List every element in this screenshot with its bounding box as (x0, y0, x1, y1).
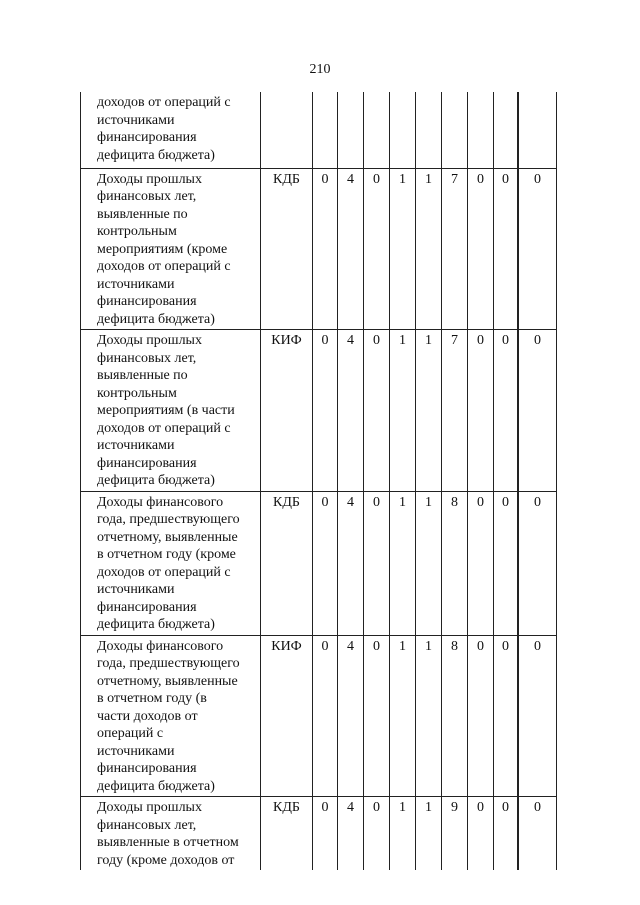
row-name-cell (81, 491, 261, 635)
row-digit-cell: 0 (468, 635, 494, 797)
table-row (81, 168, 557, 330)
row-name-cell (81, 168, 261, 330)
row-digit-cell: 0 (519, 635, 557, 797)
row-digit-cell: 0 (494, 491, 518, 635)
row-digit-cell: 0 (519, 797, 557, 871)
row-code-cell (261, 92, 313, 168)
row-digit-cell: 1 (416, 330, 442, 492)
row-digit-cell: 1 (390, 797, 416, 871)
row-name-text: Доходы финансового года, предшествующего отчетному, выявленные в отчетном году (кроме доходов от операций с источниками финансирования дефицита бюджета) (97, 494, 240, 632)
table-row (81, 797, 557, 871)
row-digit-cell: 0 (519, 330, 557, 492)
row-name-text: Доходы прошлых финансовых лет, выявленные по контрольным мероприятиям (в части доходов от операций с источниками финансирования дефицита бюджета) (97, 333, 235, 488)
row-digit-cell: 0 (468, 491, 494, 635)
row-digit-cell: 0 (364, 635, 390, 797)
row-digit-cell: 0 (364, 168, 390, 330)
row-digit-cell: 1 (390, 491, 416, 635)
row-code-cell: КИФ (261, 635, 313, 797)
row-digit-cell (494, 92, 518, 168)
row-digit-cell: 0 (494, 797, 518, 871)
row-digit-cell (519, 92, 557, 168)
row-code-cell: КДБ (261, 168, 313, 330)
table-row (81, 92, 557, 168)
table-row (81, 635, 557, 797)
row-digit-cell: 4 (338, 491, 364, 635)
row-digit-cell: 9 (442, 797, 468, 871)
row-digit-cell: 0 (313, 168, 338, 330)
row-digit-cell: 0 (468, 797, 494, 871)
row-digit-cell: 1 (390, 635, 416, 797)
row-name-cell (81, 92, 261, 168)
row-code-cell: КИФ (261, 330, 313, 492)
row-digit-cell (338, 92, 364, 168)
row-digit-cell: 0 (494, 635, 518, 797)
row-digit-cell: 0 (468, 168, 494, 330)
row-name-text: доходов от операций с источниками финансирования дефицита бюджета) (97, 95, 231, 163)
row-digit-cell: 0 (313, 491, 338, 635)
row-name-cell (81, 797, 261, 871)
row-digit-cell (313, 92, 338, 168)
row-digit-cell: 8 (442, 635, 468, 797)
row-name-cell (81, 635, 261, 797)
row-digit-cell: 0 (494, 330, 518, 492)
row-digit-cell: 0 (468, 330, 494, 492)
row-name-cell (81, 330, 261, 492)
row-digit-cell: 1 (416, 797, 442, 871)
table-row (81, 330, 557, 492)
row-digit-cell: 0 (364, 797, 390, 871)
row-digit-cell: 0 (313, 330, 338, 492)
table-row (81, 491, 557, 635)
row-digit-cell (442, 92, 468, 168)
row-digit-cell: 1 (390, 330, 416, 492)
row-digit-cell (364, 92, 390, 168)
row-digit-cell: 4 (338, 797, 364, 871)
row-digit-cell: 4 (338, 330, 364, 492)
row-digit-cell: 1 (390, 168, 416, 330)
page-number: 210 (309, 62, 331, 77)
row-digit-cell: 1 (416, 635, 442, 797)
row-digit-cell (468, 92, 494, 168)
row-digit-cell: 0 (364, 491, 390, 635)
row-digit-cell (390, 92, 416, 168)
row-digit-cell: 7 (442, 168, 468, 330)
budget-classification-table (80, 92, 557, 870)
row-digit-cell: 0 (519, 491, 557, 635)
row-digit-cell: 0 (313, 797, 338, 871)
row-digit-cell: 7 (442, 330, 468, 492)
row-digit-cell: 0 (364, 330, 390, 492)
row-code-cell: КДБ (261, 491, 313, 635)
row-digit-cell: 8 (442, 491, 468, 635)
row-digit-cell: 0 (313, 635, 338, 797)
row-digit-cell (416, 92, 442, 168)
row-name-text: Доходы прошлых финансовых лет, выявленные по контрольным мероприятиям (кроме доходов от операций с источниками финансирования дефицита бюджета) (97, 171, 231, 327)
row-name-text: Доходы финансового года, предшествующего отчетному, выявленные в отчетном году (в части доходов от операций с источниками финансирования дефицита бюджета) (97, 638, 240, 794)
row-name-text: Доходы прошлых финансовых лет, выявленные в отчетном году (кроме доходов от (97, 800, 239, 868)
row-digit-cell: 0 (494, 168, 518, 330)
row-code-cell: КДБ (261, 797, 313, 871)
row-digit-cell: 1 (416, 168, 442, 330)
row-digit-cell: 0 (519, 168, 557, 330)
row-digit-cell: 4 (338, 168, 364, 330)
row-digit-cell: 1 (416, 491, 442, 635)
row-digit-cell: 4 (338, 635, 364, 797)
